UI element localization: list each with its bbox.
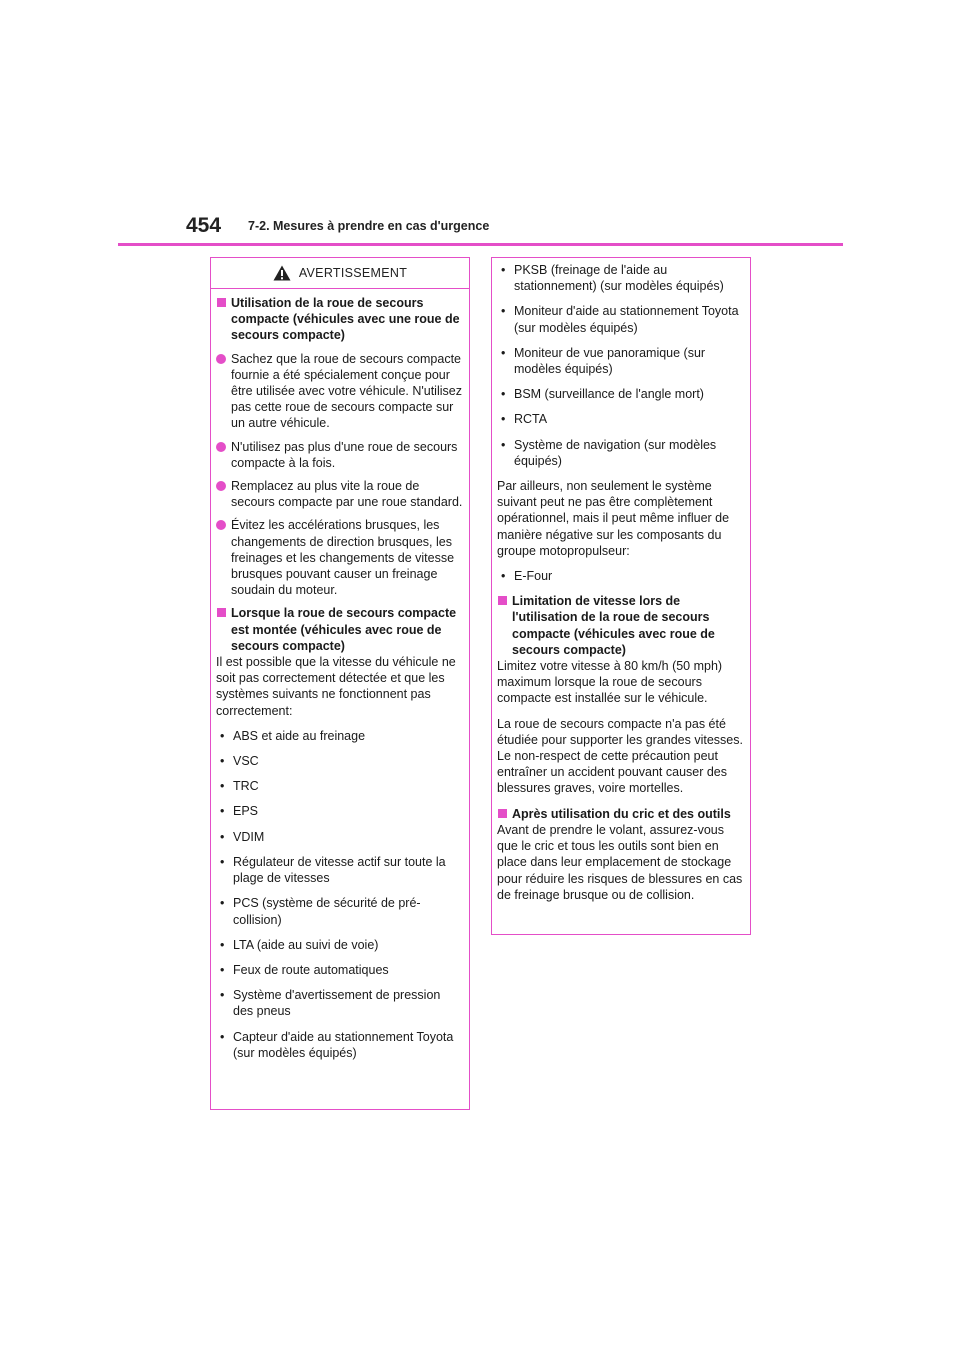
list-item: • LTA (aide au suivi de voie) xyxy=(220,937,379,952)
list-item: Évitez les accélérations brusques, les changements de direction brusques, les freinages et les changements de vitesse brusques pouvant causer un freinage soudain du moteur. xyxy=(216,517,463,598)
paragraph: Limitez votre vitesse à 80 km/h (50 mph) maximum lorsque la roue de secours compacte est installée sur le véhicule. xyxy=(497,659,723,706)
paragraph: Par ailleurs, non seulement le système suivant peut ne pas être complètement opérationnel, mais il peut même influer de manière négative sur les composants du groupe motopropulseur: xyxy=(497,479,730,558)
list-item: Sachez que la roue de secours compacte fournie a été spécialement conçue pour être utilisée avec votre véhicule. N'utilisez pas cette roue de secours compacte sur un autre véhicule. xyxy=(216,351,463,432)
list-item: • PCS (système de sécurité de pré-collision) xyxy=(220,896,421,927)
square-bullet-icon xyxy=(217,298,226,307)
circle-bullet-icon xyxy=(216,442,226,452)
subheading: Utilisation de la roue de secours compacte (véhicules avec une roue de secours compacte) xyxy=(216,295,463,344)
header-rule xyxy=(118,243,843,246)
warning-box xyxy=(210,257,470,1110)
list-item: N'utilisez pas plus d'une roue de secours compacte à la fois. xyxy=(216,439,463,471)
subheading: Après utilisation du cric et des outils xyxy=(497,806,744,822)
page-number: 454 xyxy=(186,214,222,237)
warning-header-label: AVERTISSEMENT xyxy=(298,266,408,280)
square-bullet-icon xyxy=(217,608,226,617)
square-bullet-icon xyxy=(498,596,507,605)
circle-bullet-icon xyxy=(216,520,226,530)
list-item: • PKSB (freinage de l'aide au stationnement) (sur modèles équipés) xyxy=(501,263,724,294)
warning-header xyxy=(211,258,469,289)
paragraph: La roue de secours compacte n'a pas été étudiée pour supporter les grandes vitesses. Le non-respect de cette précaution peut entraîner un accident pouvant causer des blessures graves, voire mortelles. xyxy=(497,716,743,796)
list-item: • Capteur d'aide au stationnement Toyota (sur modèles équipés) xyxy=(220,1029,454,1060)
list-item: • ABS et aide au freinage xyxy=(220,728,366,743)
list-item: • E-Four xyxy=(501,569,553,584)
list-item: • Régulateur de vitesse actif sur toute la plage de vitesses xyxy=(220,854,446,886)
subheading: Limitation de vitesse lors de l'utilisation de la roue de secours compacte (véhicules avec roue de secours compacte) xyxy=(497,593,744,658)
list-item: Remplacez au plus vite la roue de secours compacte par une roue standard. xyxy=(216,478,463,510)
subheading: Lorsque la roue de secours compacte est montée (véhicules avec roue de secours compacte) xyxy=(216,605,463,654)
warning-triangle-icon xyxy=(273,265,291,281)
warning-box-continued xyxy=(491,257,751,935)
list-item: • Système d'avertissement de pression des pneus xyxy=(220,988,441,1019)
warning-content-left xyxy=(211,289,469,1061)
list-item: • EPS xyxy=(220,804,259,819)
list-item: • Feux de route automatiques xyxy=(220,962,389,977)
list-item: • Moniteur d'aide au stationnement Toyota (sur modèles équipés) xyxy=(501,304,739,335)
warning-content-right xyxy=(492,258,750,903)
circle-bullet-icon xyxy=(216,481,226,491)
list-item: • VSC xyxy=(220,754,259,769)
list-item: • BSM (surveillance de l'angle mort) xyxy=(501,387,704,402)
paragraph: Il est possible que la vitesse du véhicule ne soit pas correctement détectée et que les systèmes suivants ne fonctionnent pas correctement: xyxy=(216,655,456,718)
list-item: • RCTA xyxy=(501,412,548,427)
list-item: • Moniteur de vue panoramique (sur modèles équipés) xyxy=(501,345,706,377)
list-item: • Système de navigation (sur modèles équipés) xyxy=(501,437,717,468)
section-title: 7-2. Mesures à prendre en cas d'urgence xyxy=(248,219,490,233)
list-item: • VDIM xyxy=(220,829,265,844)
circle-bullet-icon xyxy=(216,354,226,364)
square-bullet-icon xyxy=(498,809,507,818)
paragraph: Avant de prendre le volant, assurez-vous que le cric et tous les outils sont bien en place dans leur emplacement de stockage pour réduire les risques de blessures en cas de freinage brusque ou de collision. xyxy=(497,822,743,902)
list-item: • TRC xyxy=(220,779,259,794)
